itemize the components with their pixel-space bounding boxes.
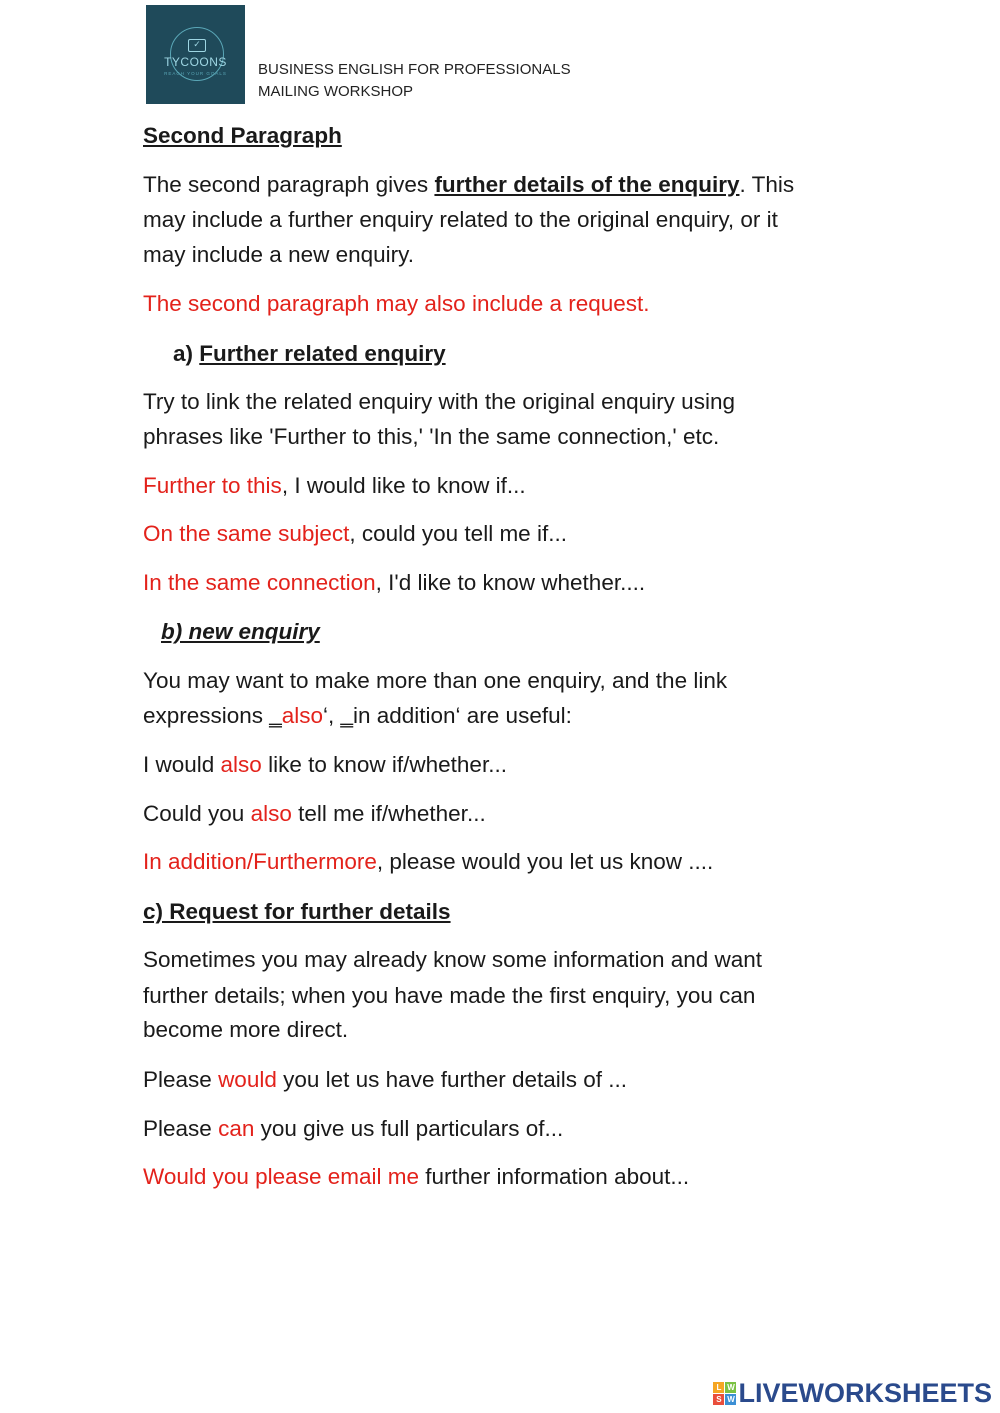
section-c-example-2 — [143, 1111, 563, 1146]
logo-tile: S — [713, 1394, 724, 1405]
example-text: Please — [143, 1116, 219, 1141]
example-text: further information about... — [418, 1164, 690, 1189]
link-phrase: On the same subject — [143, 521, 350, 546]
section-c-desc-1: Sometimes you may already know some information and want — [143, 947, 763, 972]
intro-line-3: may include a new enquiry. — [143, 242, 414, 267]
example-text: I would — [143, 752, 221, 777]
link-phrase: In addition/Furthermore — [143, 849, 377, 874]
desc-text: expressions ‗ — [143, 703, 282, 728]
section-c-desc-3: become more direct. — [143, 1017, 349, 1042]
section-a-example-2 — [143, 516, 567, 551]
workshop-title: MAILING WORKSHOP — [258, 83, 414, 100]
section-title: Second Paragraph — [143, 123, 342, 148]
intro-line-1 — [143, 167, 794, 202]
example-text: you give us full particulars of... — [254, 1116, 564, 1141]
section-b-example-2 — [143, 796, 486, 831]
section-b-example-3 — [143, 844, 713, 879]
section-a-heading — [173, 336, 446, 371]
link-phrase: Further to this — [143, 473, 282, 498]
link-word: also — [250, 801, 292, 826]
intro-emphasis: further details of the enquiry — [434, 172, 740, 197]
intro-text: The second paragraph gives — [143, 172, 435, 197]
logo-tagline: REACH YOUR GOALS — [164, 71, 227, 76]
section-a-desc-1: Try to link the related enquiry with the original enquiry using — [143, 389, 735, 414]
example-text: like to know if/whether... — [261, 752, 507, 777]
logo-tile: W — [727, 1394, 735, 1404]
liveworksheets-brand — [713, 1379, 992, 1407]
link-phrase: Would you please email me — [143, 1164, 419, 1189]
example-text: you let us have further details of ... — [276, 1067, 628, 1092]
course-title: BUSINESS ENGLISH FOR PROFESSIONALS — [258, 61, 571, 78]
section-b-title: b) new enquiry — [161, 619, 320, 644]
section-a-title: Further related enquiry — [199, 341, 446, 366]
section-a-example-1 — [143, 468, 526, 503]
example-text: Please — [143, 1067, 219, 1092]
example-text: , could you tell me if... — [349, 521, 567, 546]
section-b-heading — [143, 614, 320, 649]
section-b-desc-1: You may want to make more than one enquiry, and the link — [143, 668, 728, 693]
briefcase-icon: ✓ — [188, 39, 206, 52]
intro-line-2: may include a further enquiry related to the original enquiry, or it — [143, 207, 778, 232]
example-text: , I'd like to know whether.... — [375, 570, 646, 595]
liveworksheets-wordmark: LIVEWORKSHEETS — [738, 1377, 992, 1408]
example-text: , I would like to know if... — [281, 473, 526, 498]
section-c-heading: c) Request for further details — [143, 899, 451, 924]
section-a-example-3 — [143, 565, 645, 600]
logo-tile: L — [713, 1382, 724, 1393]
link-word: would — [218, 1067, 277, 1092]
logo-tile: W — [727, 1382, 735, 1392]
tycoons-logo — [146, 5, 245, 104]
intro-text: . This — [739, 172, 795, 197]
section-c-example-1 — [143, 1062, 627, 1097]
section-a-desc-2: phrases like 'Further to this,' 'In the same connection,' etc. — [143, 424, 720, 449]
logo-brand-name: TYCOONS — [164, 55, 227, 69]
example-text: tell me if/whether... — [291, 801, 486, 826]
liveworksheets-logo-icon — [713, 1382, 736, 1405]
link-phrase: In the same connection — [143, 570, 376, 595]
section-a-marker: a) — [173, 341, 194, 366]
link-word: can — [218, 1116, 255, 1141]
section-b-desc-2 — [143, 698, 572, 733]
link-word: also — [220, 752, 262, 777]
section-c-example-3 — [143, 1159, 689, 1194]
request-note: The second paragraph may also include a request. — [143, 291, 650, 316]
link-word: also — [281, 703, 324, 728]
example-text: , please would you let us know .... — [376, 849, 714, 874]
section-b-example-1 — [143, 747, 507, 782]
example-text: Could you — [143, 801, 251, 826]
section-c-desc-2: further details; when you have made the first enquiry, you can — [143, 983, 756, 1008]
desc-text: ‘, ‗in addition‘ are useful: — [323, 703, 572, 728]
